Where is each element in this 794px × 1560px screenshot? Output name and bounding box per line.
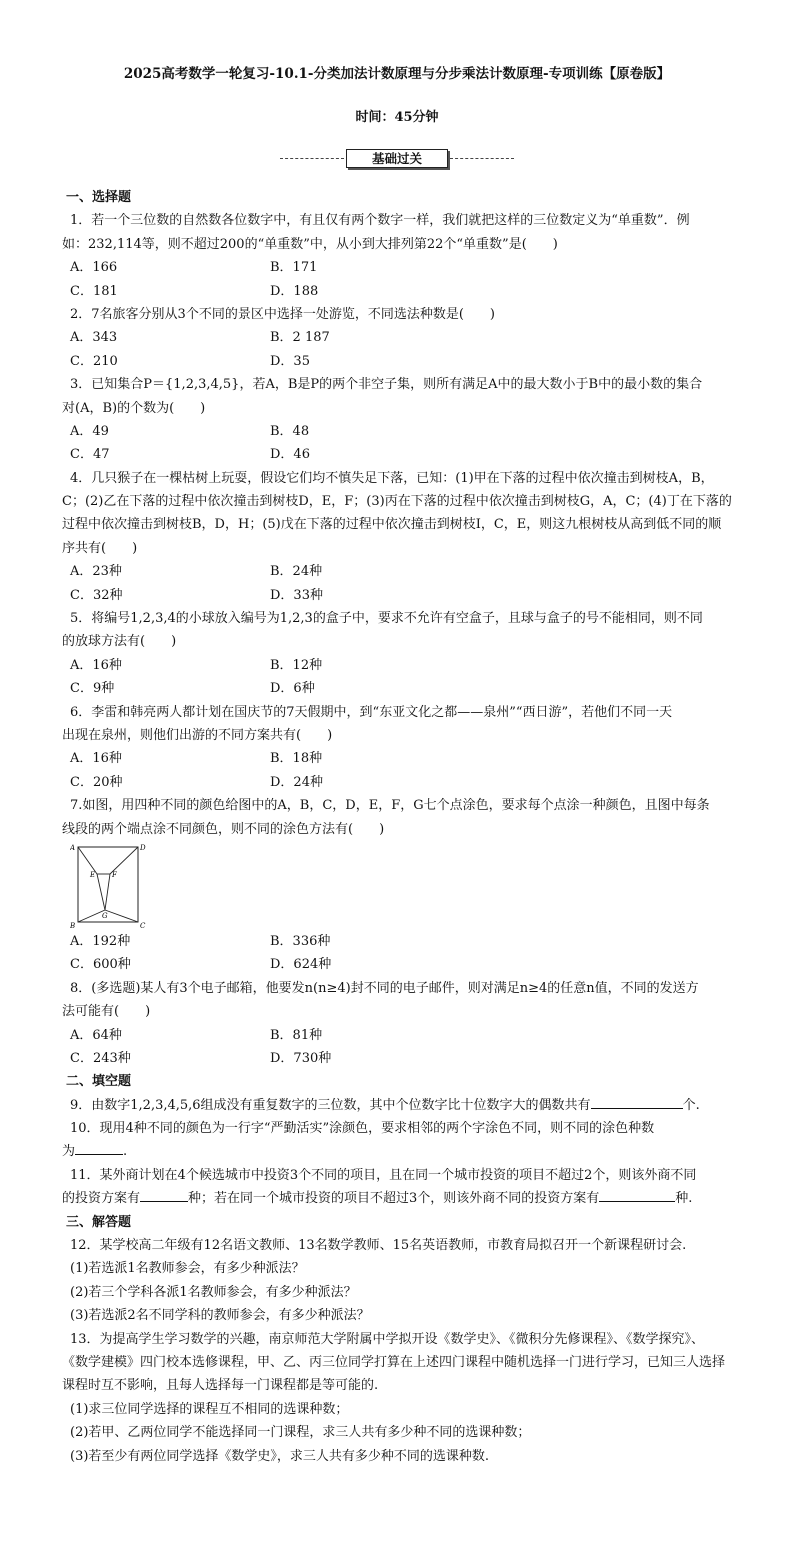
question-4-line-2: C；(2)乙在下落的过程中依次撞击到树枝D，E，F；(3)丙在下落的过程中依次撞击到树枝G，A，C；(4)丁在下落的 bbox=[62, 494, 732, 510]
question-9-suffix: 个. bbox=[682, 1097, 700, 1113]
option-c: C．47 bbox=[70, 447, 110, 463]
label-f: F bbox=[112, 870, 117, 879]
answer-blank[interactable] bbox=[591, 1094, 683, 1109]
question-2-line-1: 2．7名旅客分别从3个不同的景区中选择一处游览，不同选法种数是( ) bbox=[70, 306, 495, 322]
banner-dash-left bbox=[280, 158, 344, 159]
option-b: B．336种 bbox=[270, 933, 331, 949]
label-a: A bbox=[70, 843, 76, 852]
answer-blank-2[interactable] bbox=[599, 1187, 675, 1202]
question-7-line-2: 线段的两个端点涂不同颜色，则不同的涂色方法有( ) bbox=[62, 821, 385, 837]
option-a: A．23种 bbox=[70, 564, 122, 580]
question-4-line-4: 序共有( ) bbox=[62, 540, 138, 556]
section-heading-fill: 二、填空题 bbox=[66, 1074, 132, 1090]
question-13-part-2: (2)若甲、乙两位同学不能选择同一门课程，求三人共有多少种不同的选课种数； bbox=[70, 1425, 531, 1441]
option-c: C．32种 bbox=[70, 587, 123, 603]
question-8-line-2: 法可能有( ) bbox=[62, 1004, 151, 1020]
question-13-line-1: 13．为提高学生学习数学的兴趣，南京师范大学附属中学拟开设《数学史》、《微积分先修课程》、《数学探究》、 bbox=[70, 1331, 705, 1347]
question-7-options-ab bbox=[70, 930, 750, 953]
label-d: D bbox=[140, 843, 146, 852]
question-1-line-1: 1．若一个三位数的自然数各位数字中，有且仅有两个数字一样，我们就把这样的三位数定义为“单重数”．例 bbox=[70, 213, 690, 229]
option-c: C．600种 bbox=[70, 957, 131, 973]
option-d: D．24种 bbox=[270, 774, 323, 790]
question-11-line-2 bbox=[62, 1187, 750, 1210]
question-13-line-2: 《数学建模》四门校本选修课程，甲、乙、丙三位同学打算在上述四门课程中随机选择一门进行学习，已知三人选择 bbox=[62, 1354, 726, 1370]
question-7-figure bbox=[70, 841, 750, 930]
answer-blank-1[interactable] bbox=[140, 1187, 188, 1202]
section-banner bbox=[280, 149, 514, 169]
option-a: A．343 bbox=[70, 330, 118, 346]
question-11-line-1: 11．某外商计划在4个候选城市中投资3个不同的项目，且在同一个城市投资的项目不超过2个，则该外商不同 bbox=[70, 1167, 697, 1183]
question-9 bbox=[70, 1094, 750, 1117]
option-d: D．46 bbox=[270, 447, 310, 463]
option-d: D．188 bbox=[270, 283, 319, 299]
page-title: 2025高考数学一轮复习-10.1-分类加法计数原理与分步乘法计数原理-专项训练【原卷版】 bbox=[123, 66, 671, 82]
banner-dash-right bbox=[450, 158, 514, 159]
question-8-options-ab bbox=[70, 1024, 750, 1047]
option-b: B．18种 bbox=[270, 751, 323, 767]
option-c: C．243种 bbox=[70, 1050, 131, 1066]
question-3-line-1: 3．已知集合P＝{1,2,3,4,5}，若A，B是P的两个非空子集，则所有满足A中的最大数小于B中的最小数的集合 bbox=[70, 377, 703, 393]
geometry-diagram bbox=[70, 841, 150, 930]
option-c: C．20种 bbox=[70, 774, 123, 790]
question-12-line-1: 12．某学校高二年级有12名语文教师、13名数学教师、15名英语教师，市教育局拟召开一个新课程研讨会. bbox=[70, 1238, 687, 1254]
label-e: E bbox=[90, 870, 96, 879]
question-5-line-2: 的放球方法有( ) bbox=[62, 634, 177, 650]
banner-label: 基础过关 bbox=[346, 149, 448, 168]
option-a: A．64种 bbox=[70, 1027, 122, 1043]
question-5-line-1: 5．将编号1,2,3,4的小球放入编号为1,2,3的盒子中，要求不允许有空盒子，且球与盒子的号不能相同，则不同 bbox=[70, 611, 703, 627]
option-a: A．192种 bbox=[70, 933, 131, 949]
answer-blank[interactable] bbox=[75, 1140, 123, 1155]
question-1-options-cd bbox=[70, 280, 750, 303]
option-b: B．48 bbox=[270, 423, 310, 439]
question-1-options-ab bbox=[70, 256, 750, 279]
question-4-options-ab bbox=[70, 560, 750, 583]
question-7-options-cd bbox=[70, 953, 750, 976]
option-b: B．12种 bbox=[270, 657, 323, 673]
option-b: B．171 bbox=[270, 260, 318, 276]
label-c: C bbox=[140, 921, 146, 930]
question-3-options-cd bbox=[70, 443, 750, 466]
option-a: A．49 bbox=[70, 423, 109, 439]
option-d: D．35 bbox=[270, 353, 310, 369]
question-8-options-cd bbox=[70, 1047, 750, 1070]
question-7-line-1: 7.如图，用四种不同的颜色给图中的A，B，C，D，E，F，G七个点涂色，要求每个点涂一种颜色，且图中每条 bbox=[70, 798, 710, 814]
question-3-options-ab bbox=[70, 420, 750, 443]
question-1-line-2: 如：232,114等，则不超过200的“单重数”中，从小到大排列第22个“单重数”是( ) bbox=[62, 236, 558, 252]
option-a: A．16种 bbox=[70, 657, 122, 673]
question-content bbox=[62, 186, 750, 1468]
question-11-suffix: 种. bbox=[675, 1191, 693, 1207]
label-b: B bbox=[70, 921, 76, 930]
option-c: C．210 bbox=[70, 353, 118, 369]
question-3-line-2: 对(A，B)的个数为( ) bbox=[62, 400, 206, 416]
question-4-options-cd bbox=[70, 584, 750, 607]
question-5-options-ab bbox=[70, 654, 750, 677]
option-d: D．33种 bbox=[270, 587, 323, 603]
question-13-part-3: (3)若至少有两位同学选择《数学史》，求三人共有多少种不同的选课种数. bbox=[70, 1448, 490, 1464]
question-11-prefix: 的投资方案有 bbox=[62, 1191, 141, 1207]
question-4-line-3: 过程中依次撞击到树枝B，D，H；(5)戊在下落的过程中依次撞击到树枝I，C，E，则这九根树枝从高到低不同的顺 bbox=[62, 517, 722, 533]
section-heading-answer: 三、解答题 bbox=[66, 1214, 132, 1230]
question-9-text: 9．由数字1,2,3,4,5,6组成没有重复数字的三位数，其中个位数字比十位数字大的偶数共有 bbox=[70, 1097, 591, 1113]
question-6-line-1: 6．李雷和韩亮两人都计划在国庆节的7天假期中，到“东亚文化之都——泉州”“西日游”，若他们不同一天 bbox=[70, 704, 673, 720]
question-12-part-2: (2)若三个学科各派1名教师参会，有多少种派法？ bbox=[70, 1284, 357, 1300]
question-6-line-2: 出现在泉州，则他们出游的不同方案共有( ) bbox=[62, 727, 333, 743]
question-8-line-1: 8．(多选题)某人有3个电子邮箱，他要发n(n≥4)封不同的电子邮件，则对满足n≥4的任意n值，不同的发送方 bbox=[70, 980, 699, 996]
time-limit: 时间：45分钟 bbox=[355, 110, 439, 125]
question-5-options-cd bbox=[70, 677, 750, 700]
option-d: D．730种 bbox=[270, 1050, 332, 1066]
question-12-part-3: (3)若选派2名不同学科的教师参会，有多少种派法？ bbox=[70, 1308, 370, 1324]
question-4-line-1: 4．几只猴子在一棵枯树上玩耍，假设它们均不慎失足下落，已知：(1)甲在下落的过程中依次撞击到树枝A，B， bbox=[70, 470, 714, 486]
option-d: D．6种 bbox=[270, 681, 315, 697]
question-10-line-1: 10．现用4种不同的颜色为一行字“严勤活实”涂颜色，要求相邻的两个字涂色不同，则不同的涂色种数 bbox=[70, 1121, 655, 1137]
option-b: B．24种 bbox=[270, 564, 323, 580]
section-heading-choice: 一、选择题 bbox=[66, 190, 132, 205]
question-2-options-ab bbox=[70, 326, 750, 349]
option-c: C．9种 bbox=[70, 681, 115, 697]
option-a: A．166 bbox=[70, 260, 118, 276]
option-d: D．624种 bbox=[270, 957, 332, 973]
question-13-line-3: 课程时互不影响，且每人选择每一门课程都是等可能的. bbox=[62, 1378, 379, 1394]
option-a: A．16种 bbox=[70, 751, 122, 767]
question-13-part-1: (1)求三位同学选择的课程互不相同的选课种数； bbox=[70, 1401, 349, 1417]
label-g: G bbox=[102, 911, 108, 920]
question-10-line-2 bbox=[62, 1140, 750, 1163]
question-6-options-cd bbox=[70, 771, 750, 794]
option-c: C．181 bbox=[70, 283, 118, 299]
question-2-options-cd bbox=[70, 350, 750, 373]
question-12-part-1: (1)若选派1名教师参会，有多少种派法？ bbox=[70, 1261, 305, 1277]
question-11-middle: 种；若在同一个城市投资的项目不超过3个，则该外商不同的投资方案有 bbox=[188, 1191, 600, 1207]
question-10-suffix: . bbox=[123, 1144, 128, 1160]
question-6-options-ab bbox=[70, 747, 750, 770]
option-b: B．2 187 bbox=[270, 330, 330, 346]
question-10-prefix: 为 bbox=[62, 1144, 76, 1160]
option-b: B．81种 bbox=[270, 1027, 323, 1043]
